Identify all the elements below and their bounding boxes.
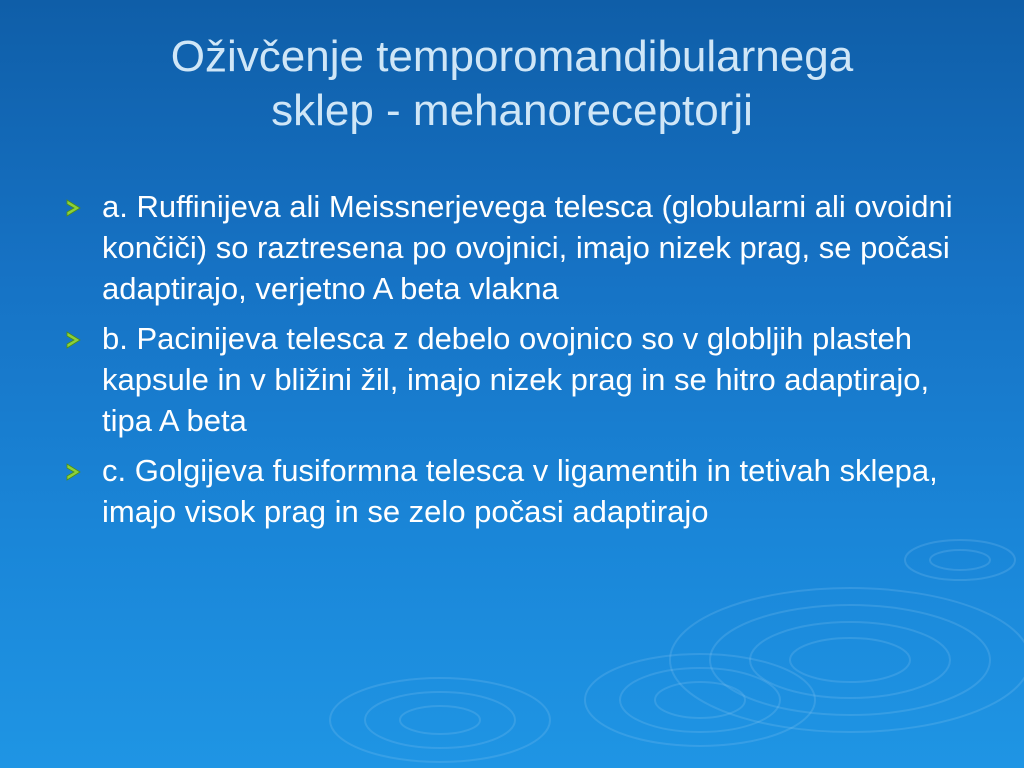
- bullet-item-a: [62, 186, 962, 309]
- bullet-text-b: b. Pacinijeva telesca z debelo ovojnico so v globljih plasteh kapsule in v bližini žil, imajo nizek prag in se hitro adaptirajo, tipa A beta: [102, 321, 930, 438]
- slide-title-line-2: sklep - mehanoreceptorji: [271, 86, 753, 135]
- bullet-text-c: c. Golgijeva fusiformna telesca v ligamentih in tetivah sklepa, imajo visok prag in se zelo počasi adaptirajo: [102, 453, 938, 529]
- green-arrow-bullet-icon: [64, 199, 82, 217]
- bullet-text-a: a. Ruffinijeva ali Meissnerjevega telesca (globularni ali ovoidni končiči) so raztresena po ovojnici, imajo nizek prag, se počasi adaptirajo, verjetno A beta vlakna: [102, 189, 953, 306]
- green-arrow-bullet-icon: [64, 331, 82, 349]
- slide-title: [40, 30, 984, 138]
- slide-title-line-1: Oživčenje temporomandibularnega: [170, 32, 854, 81]
- bullet-item-c: [62, 450, 962, 532]
- bullet-item-b: [62, 318, 962, 441]
- bullet-list: [62, 186, 962, 541]
- green-arrow-bullet-icon: [64, 463, 82, 481]
